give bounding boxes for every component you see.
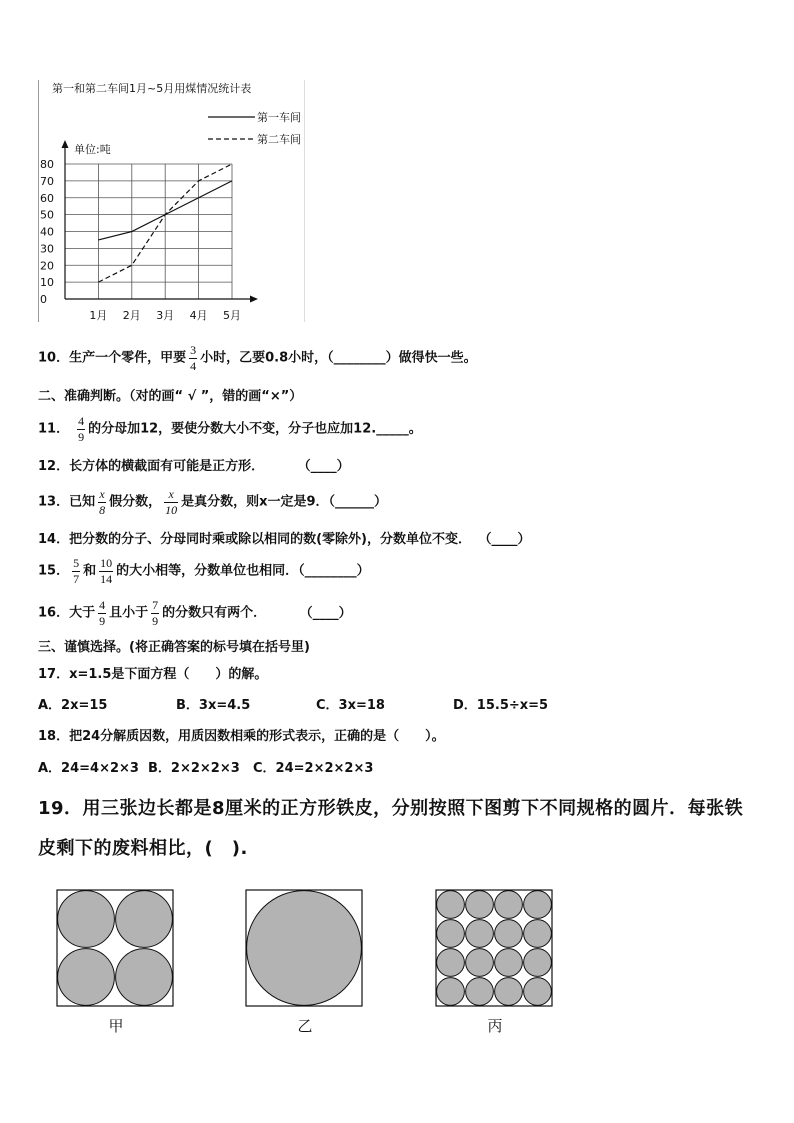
q15-f2-num: 10 xyxy=(100,556,113,570)
q17-option-b[interactable]: B．3x=4.5 xyxy=(176,698,251,713)
cut-circle xyxy=(524,978,552,1006)
q11-text: 的分母加12，要使分数大小不变，分子也应加12. xyxy=(88,421,377,437)
cut-circle xyxy=(495,978,523,1006)
question-14 xyxy=(38,533,531,546)
y-axis-arrow xyxy=(62,140,69,148)
q10-text-post: 小时，乙要0.8小时，（ xyxy=(200,350,334,366)
y-tick-label: 50 xyxy=(40,208,54,222)
cut-circle xyxy=(437,891,465,919)
q17-option-d[interactable]: D．15.5÷x=5 xyxy=(453,698,549,713)
figure-yi-label: 乙 xyxy=(297,1017,313,1035)
question-15 xyxy=(38,557,370,585)
q13-text-pre: 13．已知 xyxy=(38,494,96,510)
q13-f2-den: 10 xyxy=(165,502,178,517)
q10-fraction xyxy=(189,344,197,372)
question-10 xyxy=(38,344,477,372)
q14-text: 14．把分数的分子、分母同时乘或除以相同的数(零除外)，分数单位不变． xyxy=(38,532,471,547)
q16-f1-den: 9 xyxy=(99,613,106,628)
chart-title: 第一和第二车间1月~5月用煤情况统计表 xyxy=(52,82,252,95)
question-13 xyxy=(38,488,387,516)
cut-circle xyxy=(116,949,173,1006)
q11-frac-num: 4 xyxy=(78,414,85,428)
question-12 xyxy=(38,460,350,473)
q13-text-mid: 假分数， xyxy=(109,494,162,510)
q18-option-c[interactable]: C．24=2×2×2×3 xyxy=(253,761,374,776)
figure-yi xyxy=(246,890,362,1035)
x-tick-label: 4月 xyxy=(189,309,208,322)
cut-circle xyxy=(437,949,465,977)
y-tick-label: 80 xyxy=(40,158,54,171)
question-18: 18．把24分解质因数，用质因数相乘的形式表示，正确的是（ ）。 xyxy=(38,729,445,744)
question-11 xyxy=(38,415,422,443)
q10-text-pre: 10．生产一个零件，甲要 xyxy=(38,350,187,366)
q15-fraction-2 xyxy=(99,557,113,585)
x-tick-label: 1月 xyxy=(89,309,108,322)
y-tick-label: 40 xyxy=(40,225,54,239)
q16-f2-num: 7 xyxy=(152,598,159,612)
figure-jia-label: 甲 xyxy=(108,1017,124,1035)
chart-grid xyxy=(65,164,232,299)
section-2-title: 二、准确判断。（对的画“ √ ”，错的画“×”） xyxy=(38,389,303,404)
cut-circle xyxy=(466,920,494,948)
q11-fraction xyxy=(77,415,85,443)
y-tick-label: 0 xyxy=(40,293,47,306)
question-19-line-2: 皮剩下的废料相比，( ). xyxy=(38,838,248,859)
question-17: 17．x=1.5是下面方程（ ）的解。 xyxy=(38,667,268,682)
cut-circle xyxy=(58,949,115,1006)
cut-circle xyxy=(524,891,552,919)
circle-cutting-figures xyxy=(0,880,794,1050)
q13-f2-num: x xyxy=(168,487,174,501)
cut-circle xyxy=(524,949,552,977)
cut-circle xyxy=(495,920,523,948)
y-tick-label: 30 xyxy=(40,242,54,256)
cut-circle xyxy=(247,891,362,1006)
q15-f1-num: 5 xyxy=(73,556,80,570)
q15-f2-den: 14 xyxy=(100,571,113,586)
y-tick-label: 20 xyxy=(40,259,54,273)
q11-frac-den: 9 xyxy=(78,429,85,444)
cut-circle xyxy=(466,891,494,919)
q16-f1-num: 4 xyxy=(99,598,106,612)
q12-answer-paren[interactable]: （____） xyxy=(304,459,350,474)
q16-answer-paren[interactable]: （____） xyxy=(306,605,352,621)
cut-circle xyxy=(116,891,173,948)
q17-option-c[interactable]: C．3x=18 xyxy=(316,698,385,713)
q10-frac-den: 4 xyxy=(190,358,197,373)
x-tick-label: 3月 xyxy=(156,309,175,322)
q11-blank[interactable]: _____ xyxy=(376,421,409,437)
cut-circle xyxy=(466,978,494,1006)
q10-frac-num: 3 xyxy=(190,343,197,357)
q16-text-mid: 且小于 xyxy=(109,605,149,621)
q13-text-post: 是真分数，则x一定是9．（______） xyxy=(181,494,388,510)
q16-text-post: 的分数只有两个． xyxy=(162,605,267,621)
q15-f1-den: 7 xyxy=(73,571,80,586)
q13-f1-den: 8 xyxy=(99,502,106,517)
q17-option-a[interactable]: A．2x=15 xyxy=(38,698,108,713)
figure-jia xyxy=(57,890,173,1035)
q13-f1-num: x xyxy=(99,487,105,501)
x-axis-arrow xyxy=(250,296,258,303)
q15-fraction-1 xyxy=(72,557,80,585)
x-tick-label: 2月 xyxy=(122,309,141,322)
q16-fraction-2 xyxy=(151,599,159,627)
q15-text-post: 的大小相等，分数单位也相同．（________） xyxy=(116,563,370,579)
q14-answer-paren[interactable]: （____） xyxy=(484,532,531,547)
cut-circle xyxy=(58,891,115,948)
figure-bing-label: 丙 xyxy=(487,1017,503,1035)
q16-text-pre: 16．大于 xyxy=(38,605,96,621)
legend-label-2: 第二车间 xyxy=(257,133,301,146)
q18-option-a[interactable]: A．24=4×2×3 xyxy=(38,761,139,776)
q15-label: 15． xyxy=(38,563,70,579)
cut-circle xyxy=(495,949,523,977)
cut-circle xyxy=(466,949,494,977)
cut-circle xyxy=(437,978,465,1006)
q10-blank[interactable]: ________ xyxy=(333,350,386,366)
q13-fraction-1 xyxy=(98,488,106,516)
cut-circle xyxy=(495,891,523,919)
question-16 xyxy=(38,599,352,627)
q12-text: 12．长方体的横截面有可能是正方形． xyxy=(38,459,265,474)
section-3-title: 三、谨慎选择。(将正确答案的标号填在括号里) xyxy=(38,640,310,655)
y-tick-label: 70 xyxy=(40,174,54,188)
y-tick-label: 10 xyxy=(40,276,54,290)
figure-bing xyxy=(436,890,552,1035)
q16-f2-den: 9 xyxy=(152,613,159,628)
q18-option-b[interactable]: B．2×2×2×3 xyxy=(148,761,240,776)
unit-label: 单位:吨 xyxy=(74,143,111,156)
chart-ticks xyxy=(40,158,241,322)
q15-text-mid: 和 xyxy=(83,563,97,579)
q16-fraction-1 xyxy=(98,599,106,627)
x-tick-label: 5月 xyxy=(223,309,241,322)
coal-usage-chart xyxy=(0,0,794,335)
q11-text-end: 。 xyxy=(408,421,422,437)
legend-label-1: 第一车间 xyxy=(257,111,301,124)
cut-circle xyxy=(437,920,465,948)
q11-label: 11． xyxy=(38,421,70,437)
question-19-line-1: 19．用三张边长都是8厘米的正方形铁皮，分别按照下图剪下不同规格的圆片．每张铁 xyxy=(38,798,744,819)
q13-fraction-2 xyxy=(164,488,178,516)
y-tick-label: 60 xyxy=(40,191,54,205)
cut-circle xyxy=(524,920,552,948)
q10-text-end: ）做得快一些。 xyxy=(385,350,477,366)
